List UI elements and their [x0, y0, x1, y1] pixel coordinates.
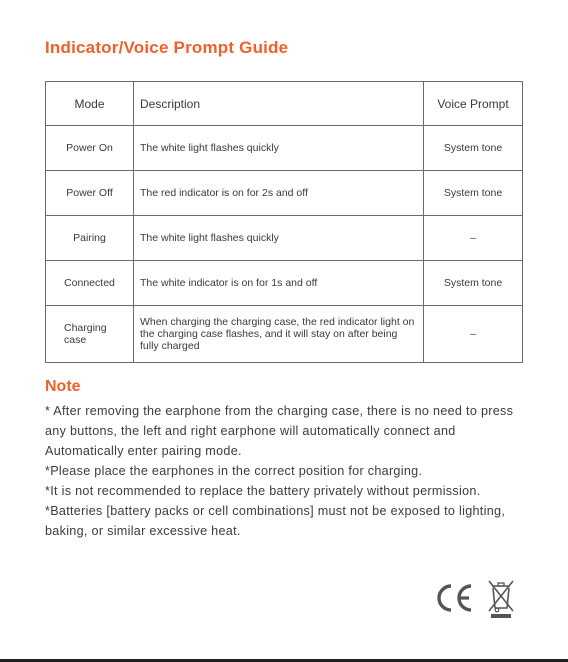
- page-title: Indicator/Voice Prompt Guide: [45, 38, 289, 57]
- row-mode: Pairing: [46, 216, 134, 261]
- table-row: [46, 171, 523, 216]
- header-description: Description: [134, 82, 424, 126]
- row-voice-prompt: –: [424, 216, 523, 261]
- table-row: [46, 261, 523, 306]
- row-description: The white indicator is on for 1s and off: [134, 261, 424, 306]
- row-voice-prompt: System tone: [424, 126, 523, 171]
- row-mode: Connected: [46, 261, 134, 306]
- table-row: [46, 306, 523, 363]
- header-voice-prompt: Voice Prompt: [424, 82, 523, 126]
- table-row: [46, 216, 523, 261]
- note-paragraph: *It is not recommended to replace the battery privately without permission.: [45, 484, 481, 498]
- row-voice-prompt: System tone: [424, 261, 523, 306]
- header-mode: Mode: [46, 82, 134, 126]
- table-header-row: [46, 82, 523, 126]
- table-row: [46, 126, 523, 171]
- row-mode: Power Off: [46, 171, 134, 216]
- row-description: The red indicator is on for 2s and off: [134, 171, 424, 216]
- note-paragraph: *Please place the earphones in the correct position for charging.: [45, 464, 423, 478]
- row-description: The white light flashes quickly: [134, 126, 424, 171]
- row-description: When charging the charging case, the red indicator light on the charging case flashes, and it will stay on after being fully charged: [134, 306, 424, 363]
- row-mode: Power On: [46, 126, 134, 171]
- note-body: [45, 401, 525, 541]
- row-voice-prompt: System tone: [424, 171, 523, 216]
- ce-mark-icon: [434, 578, 474, 618]
- weee-crossed-bin-icon: [486, 578, 516, 620]
- note-title: Note: [45, 378, 81, 395]
- note-paragraph: *Batteries [battery packs or cell combinations] must not be exposed to lighting, baking, or similar excessive heat.: [45, 504, 506, 538]
- row-voice-prompt: –: [424, 306, 523, 363]
- row-mode: Charging case: [46, 306, 134, 363]
- row-description: The white light flashes quickly: [134, 216, 424, 261]
- note-paragraph: * After removing the earphone from the charging case, there is no need to press any buttons, the left and right earphone will automatically connect and Automatically enter pairing mode.: [45, 404, 514, 458]
- indicator-guide-table: [45, 81, 523, 363]
- compliance-marks: [434, 578, 516, 620]
